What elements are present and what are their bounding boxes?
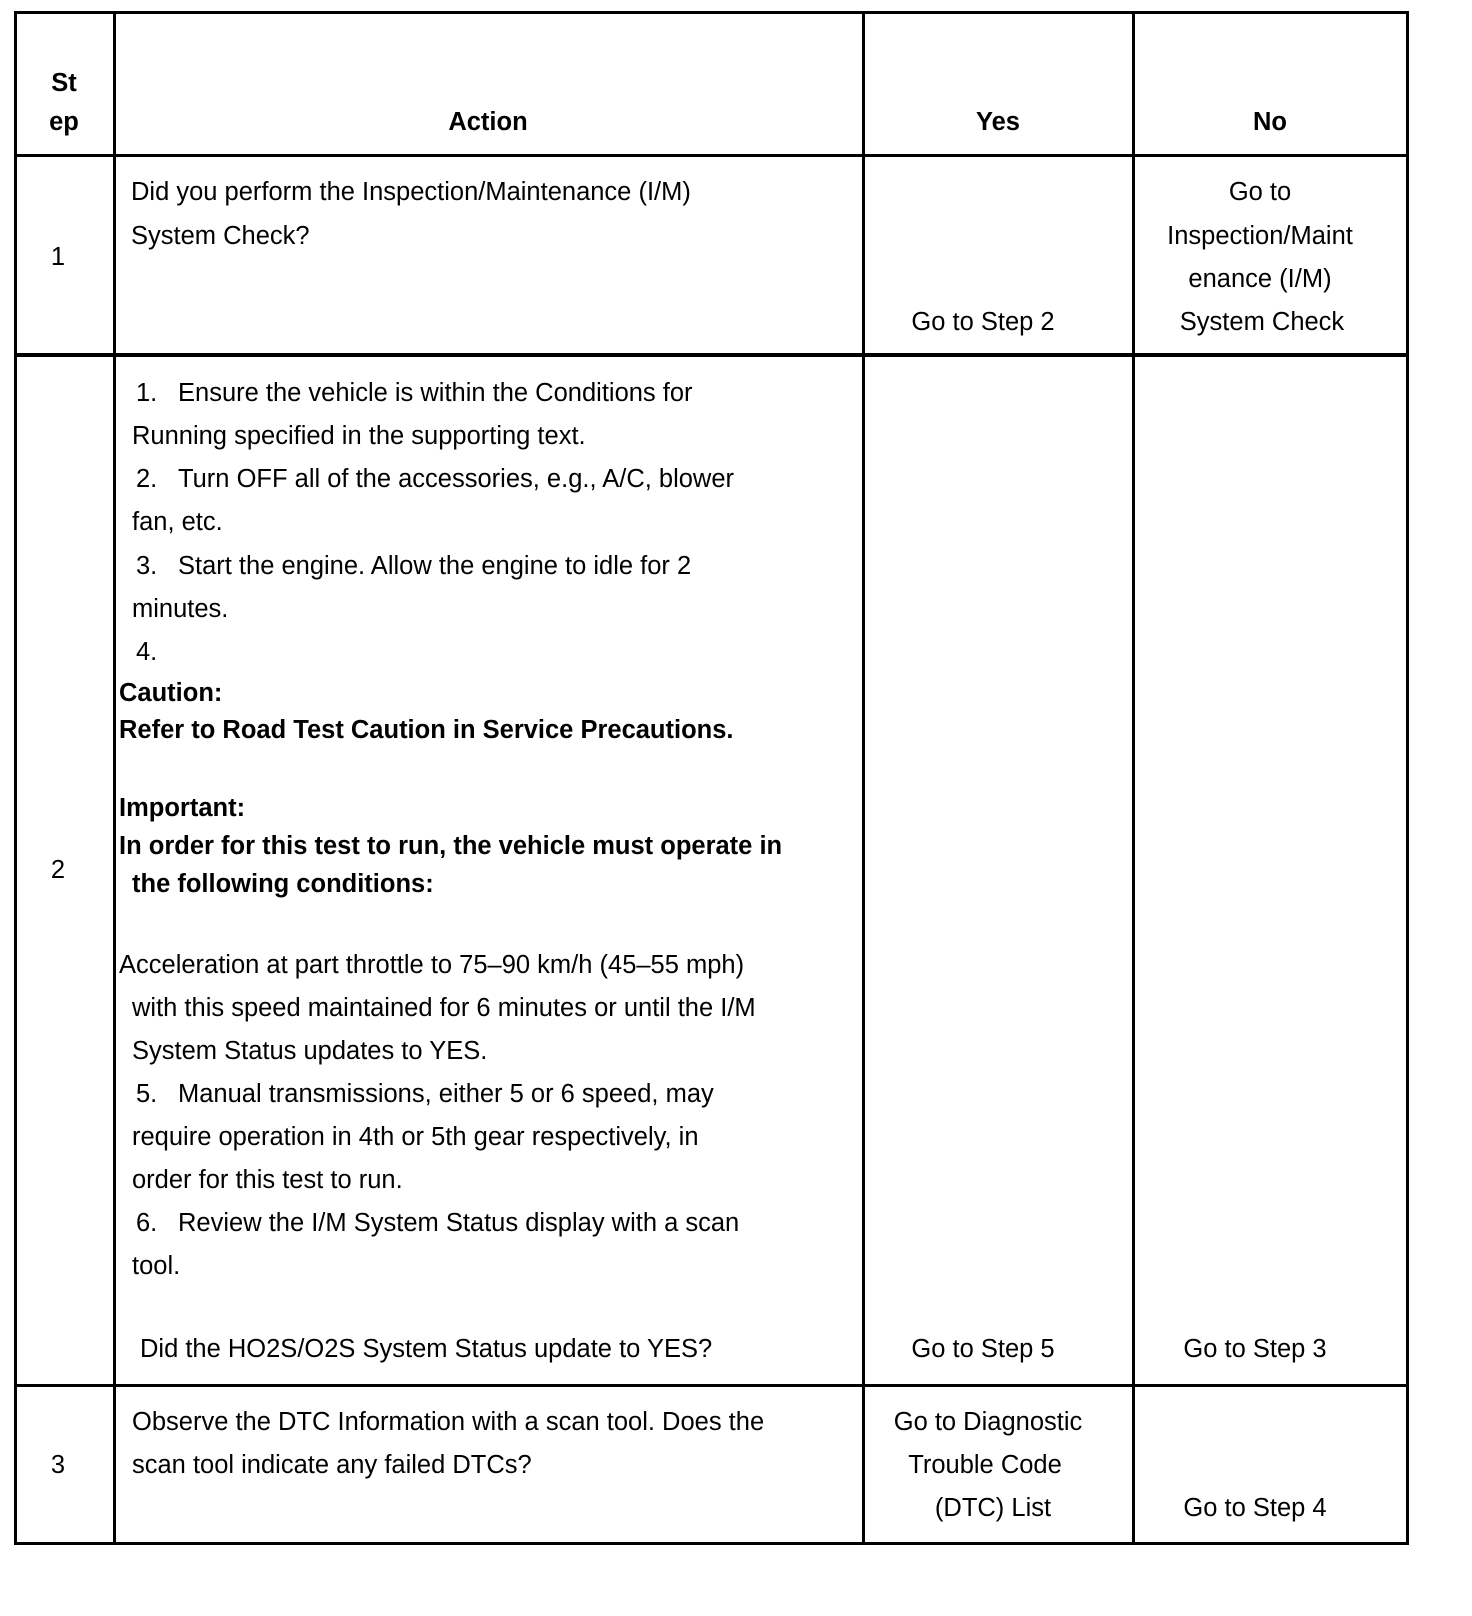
table-border-left [14,11,17,1545]
row2-item3-text: Start the engine. Allow the engine to idle for 2 [178,552,692,580]
header-no: No [1253,108,1287,136]
row2-item1-text-cont: Running specified in the supporting text. [132,422,586,450]
row2-item5-text: Manual transmissions, either 5 or 6 speed, may [178,1080,714,1108]
col-divider-action [862,11,865,1545]
caution-label: Caution: [119,679,223,707]
row3-action-line2: scan tool indicate any failed DTCs? [132,1451,532,1479]
row2-item3-text-cont: minutes. [132,595,229,623]
col-divider-step [113,11,116,1545]
row2-item2-text: Turn OFF all of the accessories, e.g., A/C, blower [178,465,735,493]
row3-yes-line3[interactable]: (DTC) List [934,1494,1052,1522]
caution-text: Refer to Road Test Caution in Service Precautions. [119,716,734,744]
row1-action-line2: System Check? [131,222,310,250]
important-text-cont: the following conditions: [132,870,434,898]
row1-divider [15,353,1409,357]
acceleration-condition-cont2: System Status updates to YES. [132,1037,488,1065]
row1-action-line1: Did you perform the Inspection/Maintenance (I/M) [131,178,691,206]
row2-item6-text: Review the I/M System Status display with a scan [178,1209,740,1237]
table-border-bottom [15,1542,1409,1545]
row2-item2-text-cont: fan, etc. [132,508,223,536]
row2-item1-number: 1. [136,379,158,407]
header-step-line1: St [51,69,77,97]
header-divider [15,154,1409,157]
important-label: Important: [119,794,246,822]
row1-no-line3[interactable]: enance (I/M) [1188,265,1332,293]
row2-item5-text-cont2: order for this test to run. [132,1166,403,1194]
important-text: In order for this test to run, the vehicle must operate in [119,832,783,860]
row1-no-line2[interactable]: Inspection/Maint [1167,222,1353,250]
row3-step: 3 [50,1451,66,1479]
row2-item5-text-cont1: require operation in 4th or 5th gear respectively, in [132,1123,699,1151]
acceleration-condition-cont1: with this speed maintained for 6 minutes or until the I/M [132,994,756,1022]
row2-item6-number: 6. [136,1209,158,1237]
row3-no-link[interactable]: Go to Step 4 [1183,1494,1327,1522]
row2-item4-number: 4. [136,638,158,666]
row1-yes-link[interactable]: Go to Step 2 [911,308,1055,336]
row1-no-line1[interactable]: Go to [1228,178,1292,206]
row2-step: 2 [50,856,66,884]
row2-item2-number: 2. [136,465,158,493]
header-step-line2: ep [49,108,79,136]
row2-yes-link[interactable]: Go to Step 5 [911,1335,1055,1363]
row1-no-line4[interactable]: System Check [1179,308,1345,336]
row3-action-line1: Observe the DTC Information with a scan tool. Does the [132,1408,765,1436]
header-yes: Yes [976,108,1020,136]
row2-question: Did the HO2S/O2S System Status update to YES? [140,1335,713,1363]
row2-item3-number: 3. [136,552,158,580]
table-border-top [15,11,1409,14]
row1-step: 1 [50,243,66,271]
row2-divider [15,1384,1409,1387]
row3-yes-line2[interactable]: Trouble Code [908,1451,1062,1479]
table-border-right [1406,11,1409,1545]
row2-item5-number: 5. [136,1080,158,1108]
row2-item6-text-cont: tool. [132,1252,181,1280]
row2-no-link[interactable]: Go to Step 3 [1183,1335,1327,1363]
acceleration-condition: Acceleration at part throttle to 75–90 km/h (45–55 mph) [119,951,745,979]
header-action: Action [448,108,528,136]
row2-item1-text: Ensure the vehicle is within the Conditions for [178,379,693,407]
row3-yes-line1[interactable]: Go to Diagnostic [893,1408,1083,1436]
